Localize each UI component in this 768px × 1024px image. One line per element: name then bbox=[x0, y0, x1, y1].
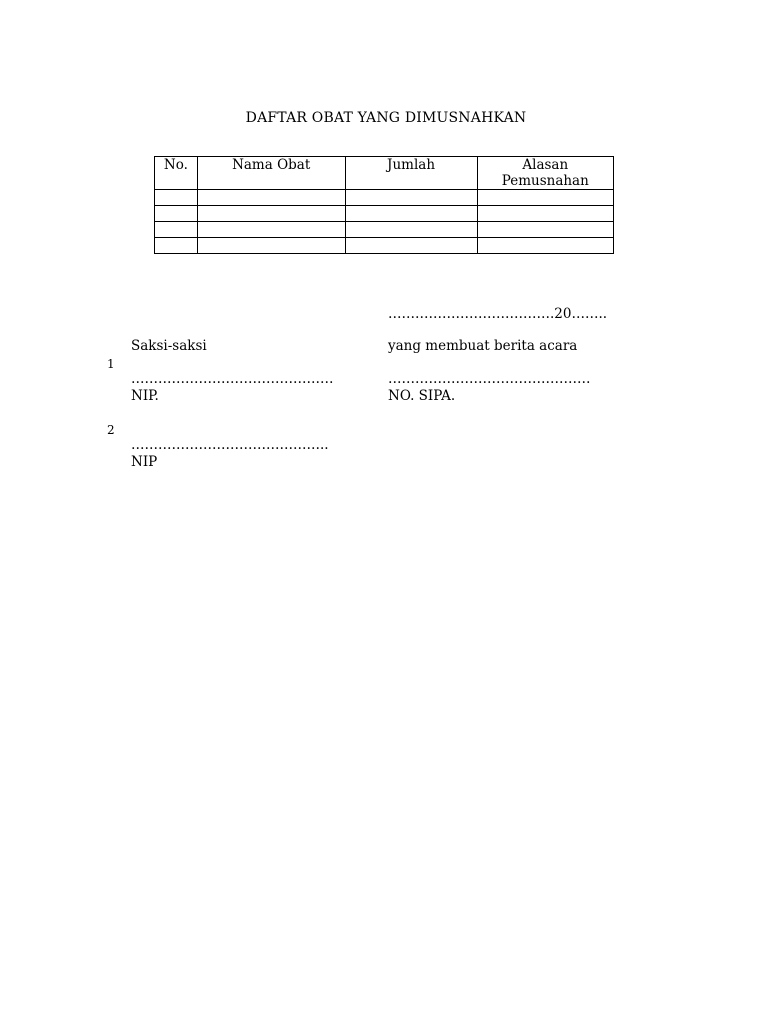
page-title: DAFTAR OBAT YANG DIMUSNAHKAN bbox=[245, 110, 527, 126]
table-cell bbox=[477, 206, 613, 222]
table-cell bbox=[197, 190, 345, 206]
header-alasan-pemusnahan bbox=[477, 157, 613, 190]
table-cell bbox=[345, 222, 477, 238]
header-nama-obat: Nama Obat bbox=[197, 157, 345, 190]
table-cell bbox=[477, 222, 613, 238]
table-cell bbox=[345, 190, 477, 206]
preparer-signature-line: ……………………………………… bbox=[388, 371, 591, 387]
table-cell bbox=[477, 190, 613, 206]
table-row bbox=[155, 238, 614, 254]
table-cell bbox=[155, 238, 198, 254]
table-cell bbox=[345, 206, 477, 222]
table-cell bbox=[345, 238, 477, 254]
witness-2-marker: 2 bbox=[107, 423, 115, 437]
table-cell bbox=[197, 238, 345, 254]
header-no: No. bbox=[155, 157, 198, 190]
table-cell bbox=[155, 190, 198, 206]
witness-1-signature-line: ……………………………………… bbox=[131, 371, 334, 387]
preparer-heading: yang membuat berita acara bbox=[388, 338, 578, 354]
table-cell bbox=[477, 238, 613, 254]
header-jumlah: Jumlah bbox=[345, 157, 477, 190]
header-alasan-line1: Alasan bbox=[522, 157, 569, 173]
header-alasan-line2: Pemusnahan bbox=[501, 173, 589, 189]
table-row bbox=[155, 206, 614, 222]
table-row bbox=[155, 190, 614, 206]
witness-2-signature-line: …………………………………….. bbox=[131, 437, 329, 453]
table-cell bbox=[197, 206, 345, 222]
witness-1-nip-label: NIP. bbox=[131, 388, 159, 404]
table-cell bbox=[197, 222, 345, 238]
witness-1-marker: 1 bbox=[107, 357, 115, 371]
date-line: ……………………………….20…….. bbox=[388, 306, 608, 322]
table-cell bbox=[155, 222, 198, 238]
preparer-sipa-label: NO. SIPA. bbox=[388, 388, 456, 404]
witness-2-nip-label: NIP bbox=[131, 454, 158, 470]
medicine-table bbox=[154, 156, 614, 254]
table-cell bbox=[155, 206, 198, 222]
table-row bbox=[155, 222, 614, 238]
witness-heading: Saksi-saksi bbox=[131, 338, 207, 354]
table-header-row bbox=[155, 157, 614, 190]
